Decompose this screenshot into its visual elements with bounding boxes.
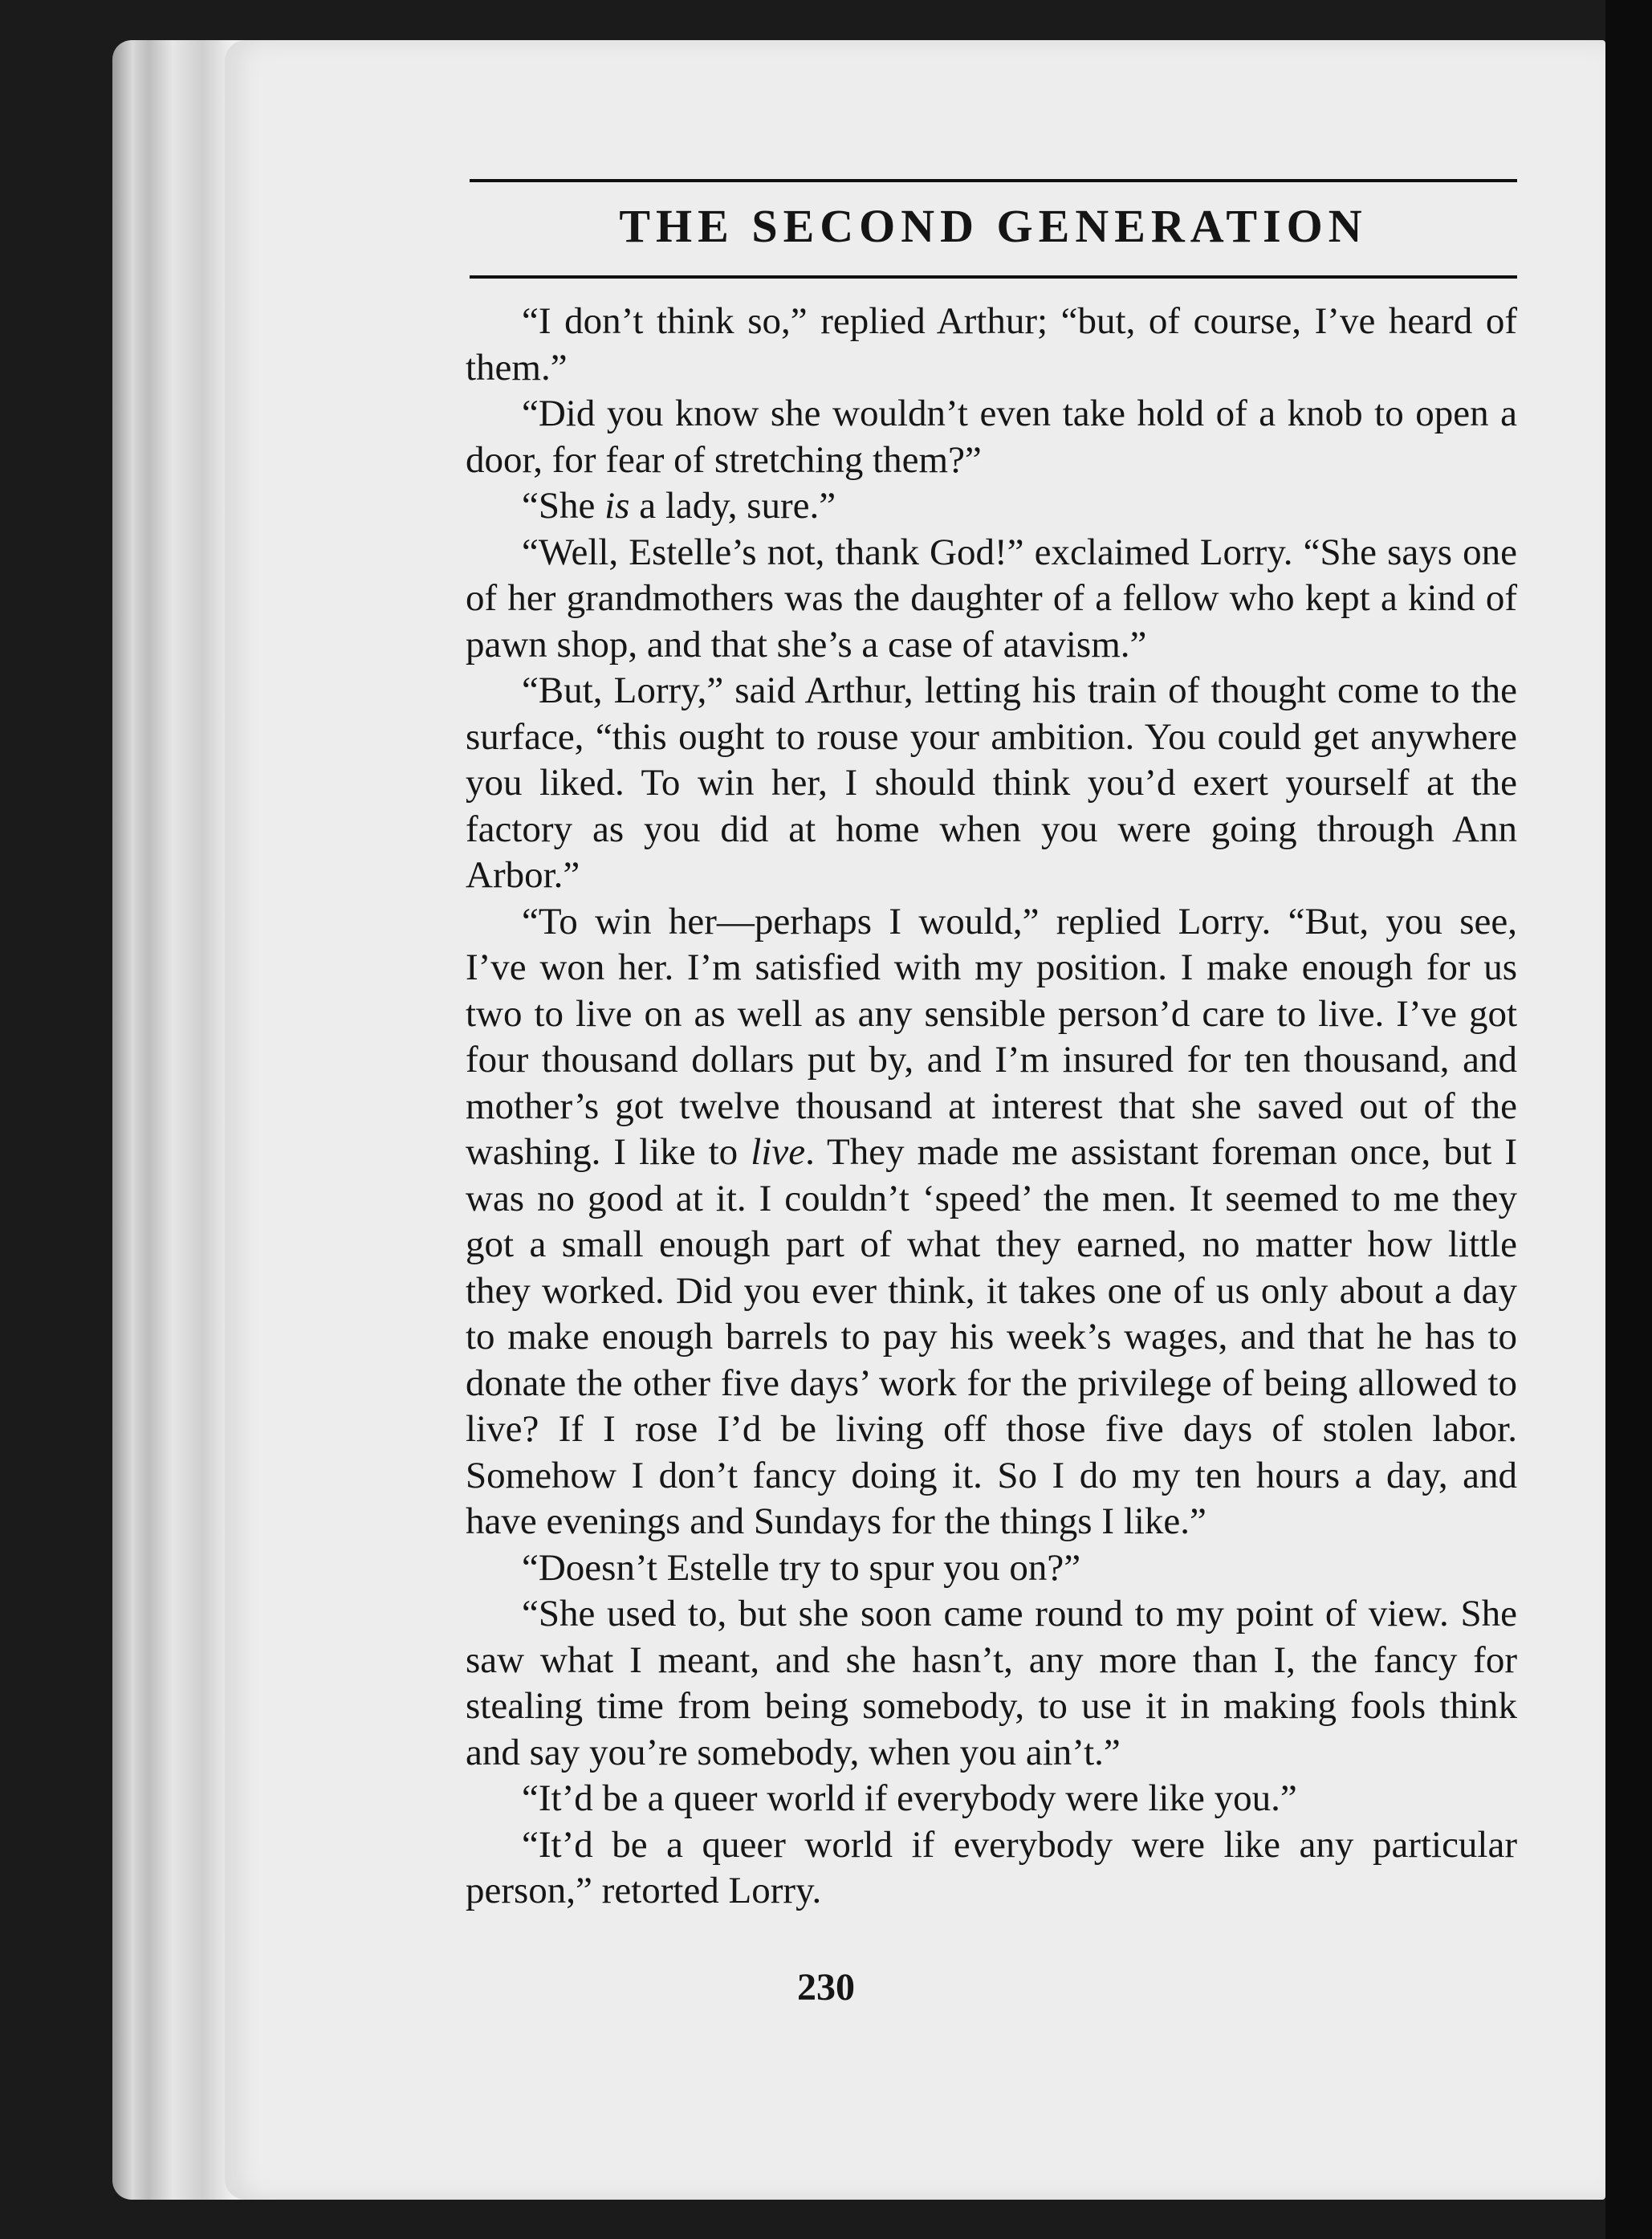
paragraph: “It’d be a queer world if everybody were like any particular person,” retorted Lorry. [466, 1823, 1517, 1911]
paragraph: “She used to, but she soon came round to my point of view. She saw what I meant, and she hasn’t, any more than I, the fancy for stealing time from being somebody, to use it in making fools think and say you’re somebody, when you ain’t.” [466, 1593, 1517, 1773]
paragraph: “Did you know she wouldn’t even take hold of a knob to open a door, for fear of stretching them?” [466, 393, 1517, 481]
background-shadow [1605, 0, 1652, 2239]
header-rule-bottom [470, 275, 1517, 279]
paragraph: “But, Lorry,” said Arthur, letting his train of thought come to the surface, “this ought to rouse your ambition. You could get anywhere you liked. To win her, I should think you’d exert yourself at the factory as you did at home when you were going through Ann Arbor.” [466, 670, 1517, 896]
paragraph: “I don’t think so,” replied Arthur; “but, of course, I’ve heard of them.” [466, 300, 1517, 389]
paragraph: “Doesn’t Estelle try to spur you on?” [522, 1546, 1081, 1589]
paragraph: “It’d be a queer world if everybody were like you.” [522, 1777, 1297, 1819]
body-text [466, 299, 1517, 1915]
page-number: 230 [797, 1966, 855, 2009]
header-rule-top [470, 179, 1517, 182]
paragraph: “She is a lady, sure.” [522, 485, 836, 527]
paragraph: “To win her—perhaps I would,” replied Lorry. “But, you see, I’ve won her. I’m satisfied with my position. I make enough for us two to live on as well as any sensible person’d care to live. I’ve got four thousand dollars put by, and I’m insured for ten thousand, and mother’s got twelve thousand at interest that she saved out of the washing. I like to live. They made me assistant foreman once, but I was no good at it. I couldn’t ‘speed’ the men. It seemed to me they got a small enough part of what they earned, no matter how little they worked. Did you ever think, it takes one of us only about a day to make enough barrels to pay his week’s wages, and that he has to donate the other five days’ work for the privilege of being allowed to live? If I rose I’d be living off those five days of stolen labor. Somehow I don’t fancy doing it. So I do my ten hours a day, and have evenings and Sundays for the things I like.” [466, 900, 1518, 1542]
running-header: THE SECOND GENERATION [619, 200, 1368, 252]
paragraph: “Well, Estelle’s not, thank God!” exclaimed Lorry. “She says one of her grandmothers was the daughter of a fellow who kept a kind of pawn shop, and that she’s a case of atavism.” [466, 531, 1517, 666]
